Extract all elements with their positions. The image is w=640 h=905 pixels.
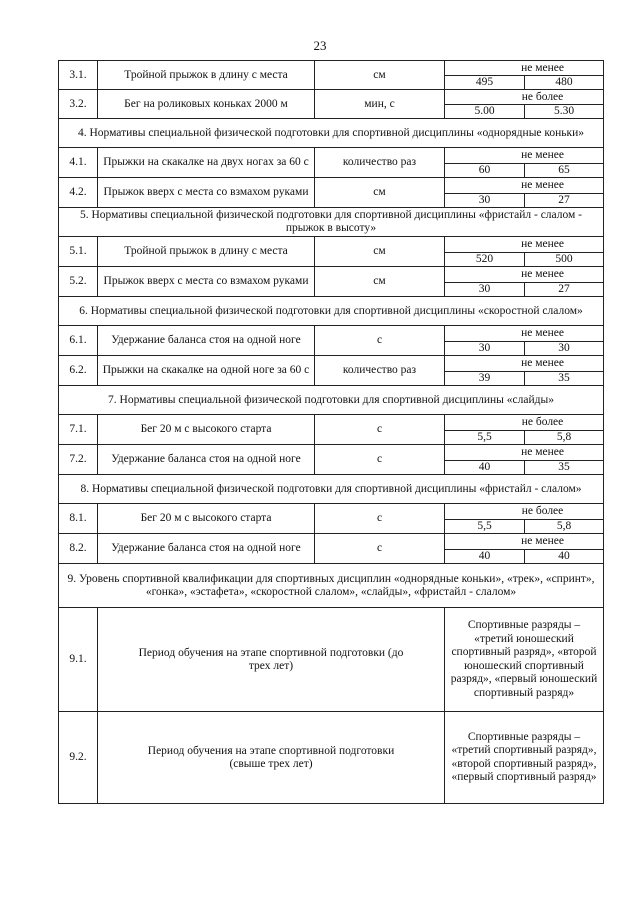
row-number: 9.1. <box>59 608 98 712</box>
row-number: 5.1. <box>59 237 98 267</box>
criterion: не более <box>445 504 604 520</box>
criterion: не менее <box>445 326 604 342</box>
table-row <box>59 712 604 804</box>
value-2: 480 <box>525 76 604 90</box>
value-1: 60 <box>445 164 525 178</box>
criterion: не менее <box>445 356 604 372</box>
row-number: 4.1. <box>59 148 98 178</box>
value-2: 35 <box>525 372 604 386</box>
section-title: 7. Нормативы специальной физической подготовки для спортивной дисциплины «слайды» <box>59 386 604 415</box>
section-title: 5. Нормативы специальной физической подготовки для спортивной дисциплины «фристайл - слалом - прыжок в высоту» <box>59 208 604 237</box>
qualification: Спортивные разряды – «третий спортивный разряд», «второй спортивный разряд», «первый спортивный разряд» <box>445 712 604 804</box>
value-2: 5,8 <box>525 431 604 445</box>
table-row <box>59 90 604 105</box>
section-title: 6. Нормативы специальной физической подготовки для спортивной дисциплины «скоростной слалом» <box>59 297 604 326</box>
value-1: 520 <box>445 253 525 267</box>
period-text: Период обучения на этапе спортивной подготовки (до трех лет) <box>138 646 404 672</box>
norms-table-body <box>59 61 604 804</box>
criterion: не менее <box>445 267 604 283</box>
page-number: 23 <box>313 38 327 53</box>
table-row <box>59 267 604 283</box>
criterion: не менее <box>445 445 604 461</box>
value-2: 5.30 <box>525 105 604 119</box>
exercise-name: Прыжок вверх с места со взмахом руками <box>98 178 315 208</box>
value-2: 27 <box>525 283 604 297</box>
unit: см <box>315 237 445 267</box>
value-1: 30 <box>445 283 525 297</box>
exercise-name: Тройной прыжок в длину с места <box>98 61 315 90</box>
norms-table <box>58 60 604 804</box>
exercise-name: Бег на роликовых коньках 2000 м <box>98 90 315 119</box>
section-row <box>59 119 604 148</box>
criterion: не более <box>445 90 604 105</box>
value-1: 40 <box>445 461 525 475</box>
table-row <box>59 61 604 76</box>
value-1: 5.00 <box>445 105 525 119</box>
criterion: не менее <box>445 61 604 76</box>
table-row <box>59 148 604 164</box>
value-1: 5,5 <box>445 431 525 445</box>
exercise-name: Бег 20 м с высокого старта <box>98 415 315 445</box>
exercise-name: Бег 20 м с высокого старта <box>98 504 315 534</box>
exercise-name: Прыжки на скакалке на одной ноге за 60 с <box>98 356 315 386</box>
unit: с <box>315 504 445 534</box>
value-1: 30 <box>445 342 525 356</box>
value-1: 30 <box>445 194 525 208</box>
value-1: 40 <box>445 550 525 564</box>
table-row <box>59 326 604 342</box>
row-number: 8.2. <box>59 534 98 564</box>
table-row <box>59 237 604 253</box>
table-row <box>59 504 604 520</box>
criterion: не менее <box>445 148 604 164</box>
value-1: 495 <box>445 76 525 90</box>
section-title: 4. Нормативы специальной физической подготовки для спортивной дисциплины «однорядные коньки» <box>59 119 604 148</box>
exercise-name: Удержание баланса стоя на одной ноге <box>98 445 315 475</box>
unit: мин, с <box>315 90 445 119</box>
row-number: 7.2. <box>59 445 98 475</box>
exercise-name: Прыжки на скакалке на двух ногах за 60 с <box>98 148 315 178</box>
row-number: 8.1. <box>59 504 98 534</box>
qualification: Спортивные разряды – «третий юношеский спортивный разряд», «второй юношеский спортивный разряд», «первый юношеский спортивный разряд» <box>445 608 604 712</box>
section-row <box>59 386 604 415</box>
unit: с <box>315 445 445 475</box>
value-2: 65 <box>525 164 604 178</box>
unit: см <box>315 178 445 208</box>
exercise-name: Тройной прыжок в длину с места <box>98 237 315 267</box>
period-name <box>98 608 445 712</box>
section-title: 9. Уровень спортивной квалификации для спортивных дисциплин «однорядные коньки», «трек», «спринт», «гонка», «эстафета», «скоростной слалом», «слайды», «фристайл - слалом» <box>59 564 604 608</box>
unit: см <box>315 61 445 90</box>
unit: количество раз <box>315 356 445 386</box>
value-2: 40 <box>525 550 604 564</box>
value-2: 27 <box>525 194 604 208</box>
value-1: 39 <box>445 372 525 386</box>
section-title: 8. Нормативы специальной физической подготовки для спортивной дисциплины «фристайл - слалом» <box>59 475 604 504</box>
criterion: не менее <box>445 534 604 550</box>
row-number: 3.1. <box>59 61 98 90</box>
unit: с <box>315 534 445 564</box>
value-2: 5,8 <box>525 520 604 534</box>
unit: количество раз <box>315 148 445 178</box>
period-name <box>98 712 445 804</box>
section-row <box>59 208 604 237</box>
exercise-name: Удержание баланса стоя на одной ноге <box>98 534 315 564</box>
table-row <box>59 608 604 712</box>
row-number: 3.2. <box>59 90 98 119</box>
criterion: не более <box>445 415 604 431</box>
period-text: Период обучения на этапе спортивной подготовки (свыше трех лет) <box>147 744 395 770</box>
table-row <box>59 534 604 550</box>
exercise-name: Удержание баланса стоя на одной ноге <box>98 326 315 356</box>
row-number: 7.1. <box>59 415 98 445</box>
table-row <box>59 415 604 431</box>
value-2: 30 <box>525 342 604 356</box>
unit: с <box>315 326 445 356</box>
section-row <box>59 475 604 504</box>
table-row <box>59 445 604 461</box>
value-2: 35 <box>525 461 604 475</box>
value-1: 5,5 <box>445 520 525 534</box>
table-row <box>59 356 604 372</box>
criterion: не менее <box>445 178 604 194</box>
exercise-name: Прыжок вверх с места со взмахом руками <box>98 267 315 297</box>
section-row <box>59 564 604 608</box>
row-number: 9.2. <box>59 712 98 804</box>
value-2: 500 <box>525 253 604 267</box>
criterion: не менее <box>445 237 604 253</box>
unit: см <box>315 267 445 297</box>
row-number: 5.2. <box>59 267 98 297</box>
unit: с <box>315 415 445 445</box>
row-number: 6.1. <box>59 326 98 356</box>
section-row <box>59 297 604 326</box>
table-row <box>59 178 604 194</box>
row-number: 4.2. <box>59 178 98 208</box>
row-number: 6.2. <box>59 356 98 386</box>
